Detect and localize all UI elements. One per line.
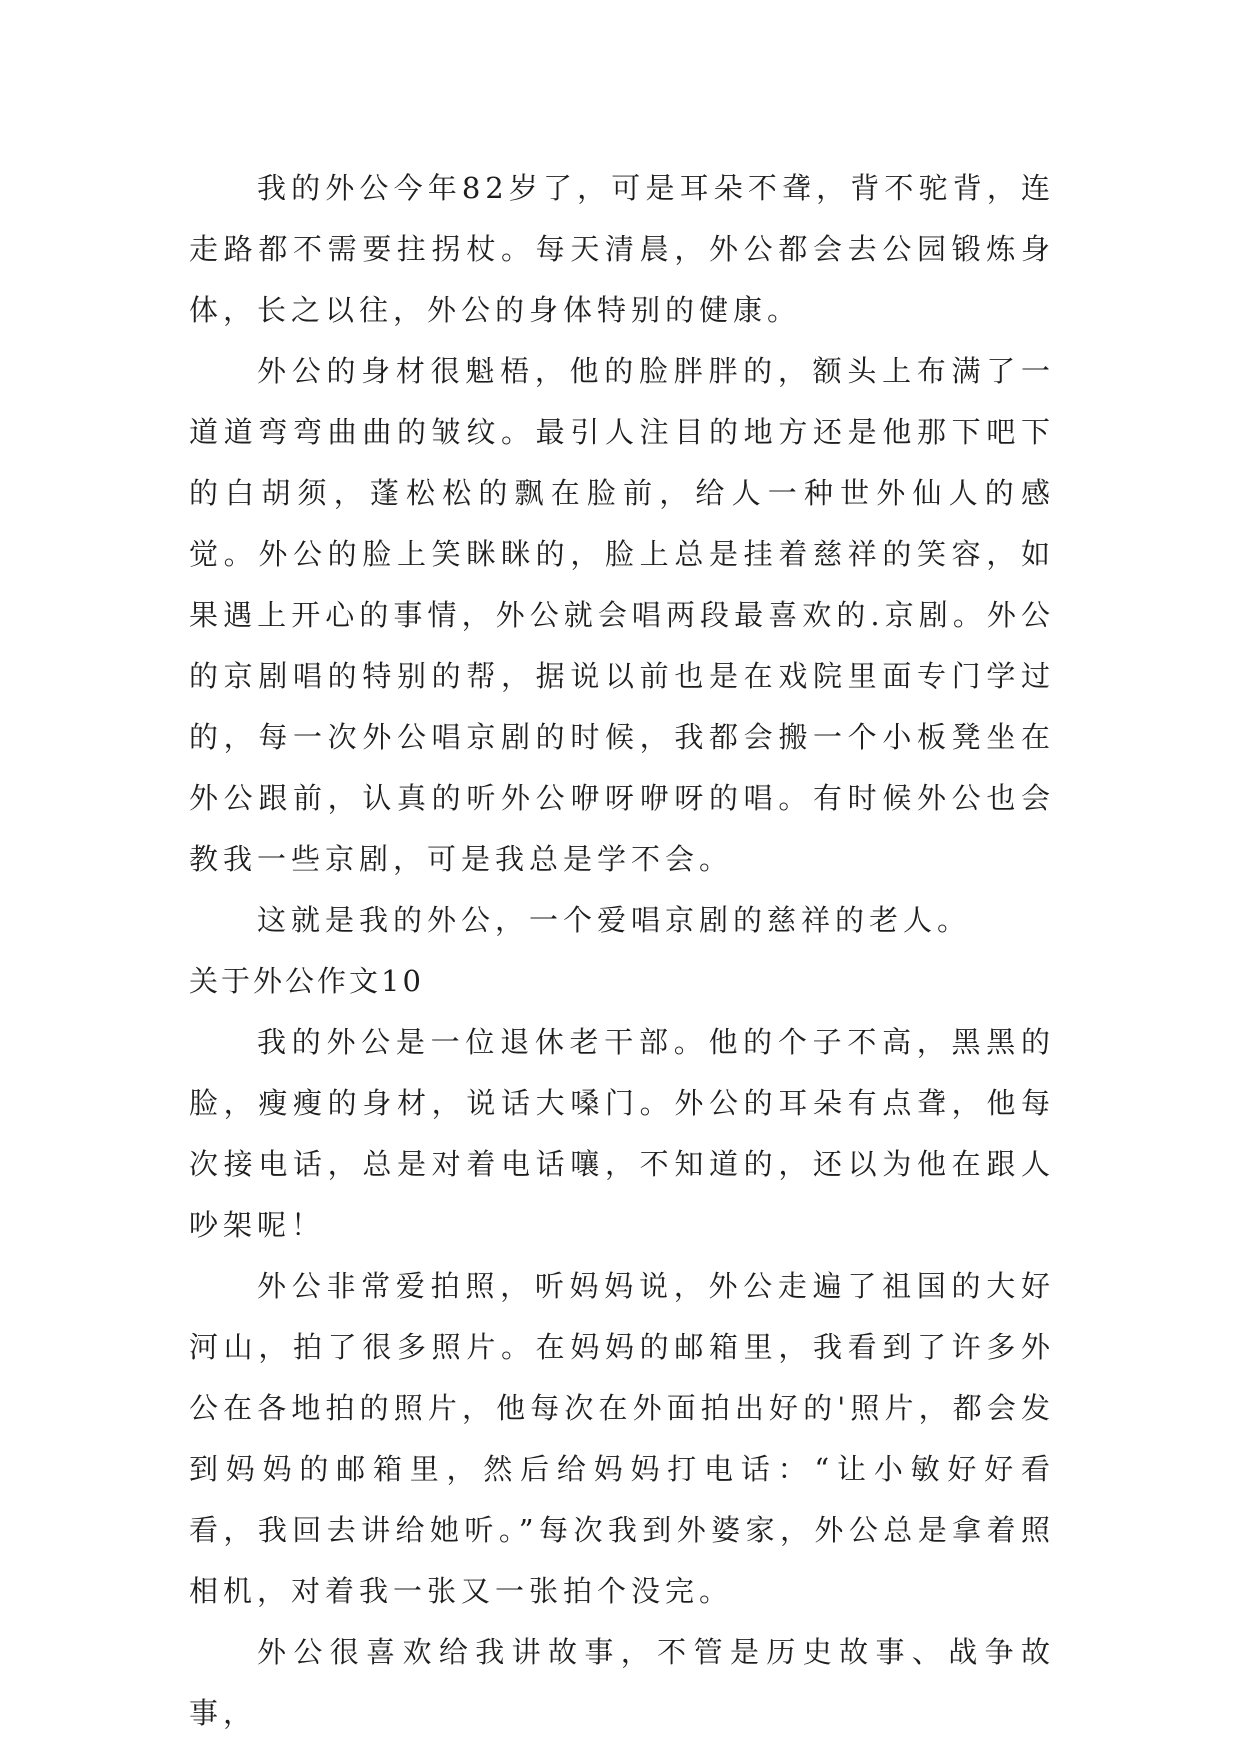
paragraph: 我的外公今年82岁了，可是耳朵不聋，背不驼背，连走路都不需要拄拐杖。每天清晨，外公都会去公园锻炼身体，长之以往，外公的身体特别的健康。 xyxy=(189,171,1055,327)
document-body xyxy=(189,158,1055,1744)
paragraph: 我的外公是一位退休老干部。他的个子不高，黑黑的脸，瘦瘦的身材，说话大嗓门。外公的耳朵有点聋，他每次接电话，总是对着电话嚷，不知道的，还以为他在跟人吵架呢！ xyxy=(189,1025,1055,1242)
paragraph: 外公的身材很魁梧，他的脸胖胖的，额头上布满了一道道弯弯曲曲的皱纹。最引人注目的地方还是他那下吧下的白胡须，蓬松松的飘在脸前，给人一种世外仙人的感觉。外公的脸上笑眯眯的，脸上总是挂着慈祥的笑容，如果遇上开心的事情，外公就会唱两段最喜欢的.京剧。外公的京剧唱的特别的帮，据说以前也是在戏院里面专门学过的，每一次外公唱京剧的时候，我都会搬一个小板凳坐在外公跟前，认真的听外公咿呀咿呀的唱。有时候外公也会教我一些京剧，可是我总是学不会。 xyxy=(189,354,1055,876)
paragraph: 外公非常爱拍照，听妈妈说，外公走遍了祖国的大好河山，拍了很多照片。在妈妈的邮箱里，我看到了许多外公在各地拍的照片，他每次在外面拍出好的'照片，都会发到妈妈的邮箱里，然后给妈妈打电话：“让小敏好好看看，我回去讲给她听。”每次我到外婆家，外公总是拿着照相机，对着我一张又一张拍个没完。 xyxy=(189,1269,1055,1608)
paragraph: 这就是我的外公，一个爱唱京剧的慈祥的老人。 xyxy=(257,903,972,937)
section-heading: 关于外公作文10 xyxy=(189,964,424,998)
paragraph: 外公很喜欢给我讲故事，不管是历史故事、战争故事， xyxy=(189,1635,1055,1730)
